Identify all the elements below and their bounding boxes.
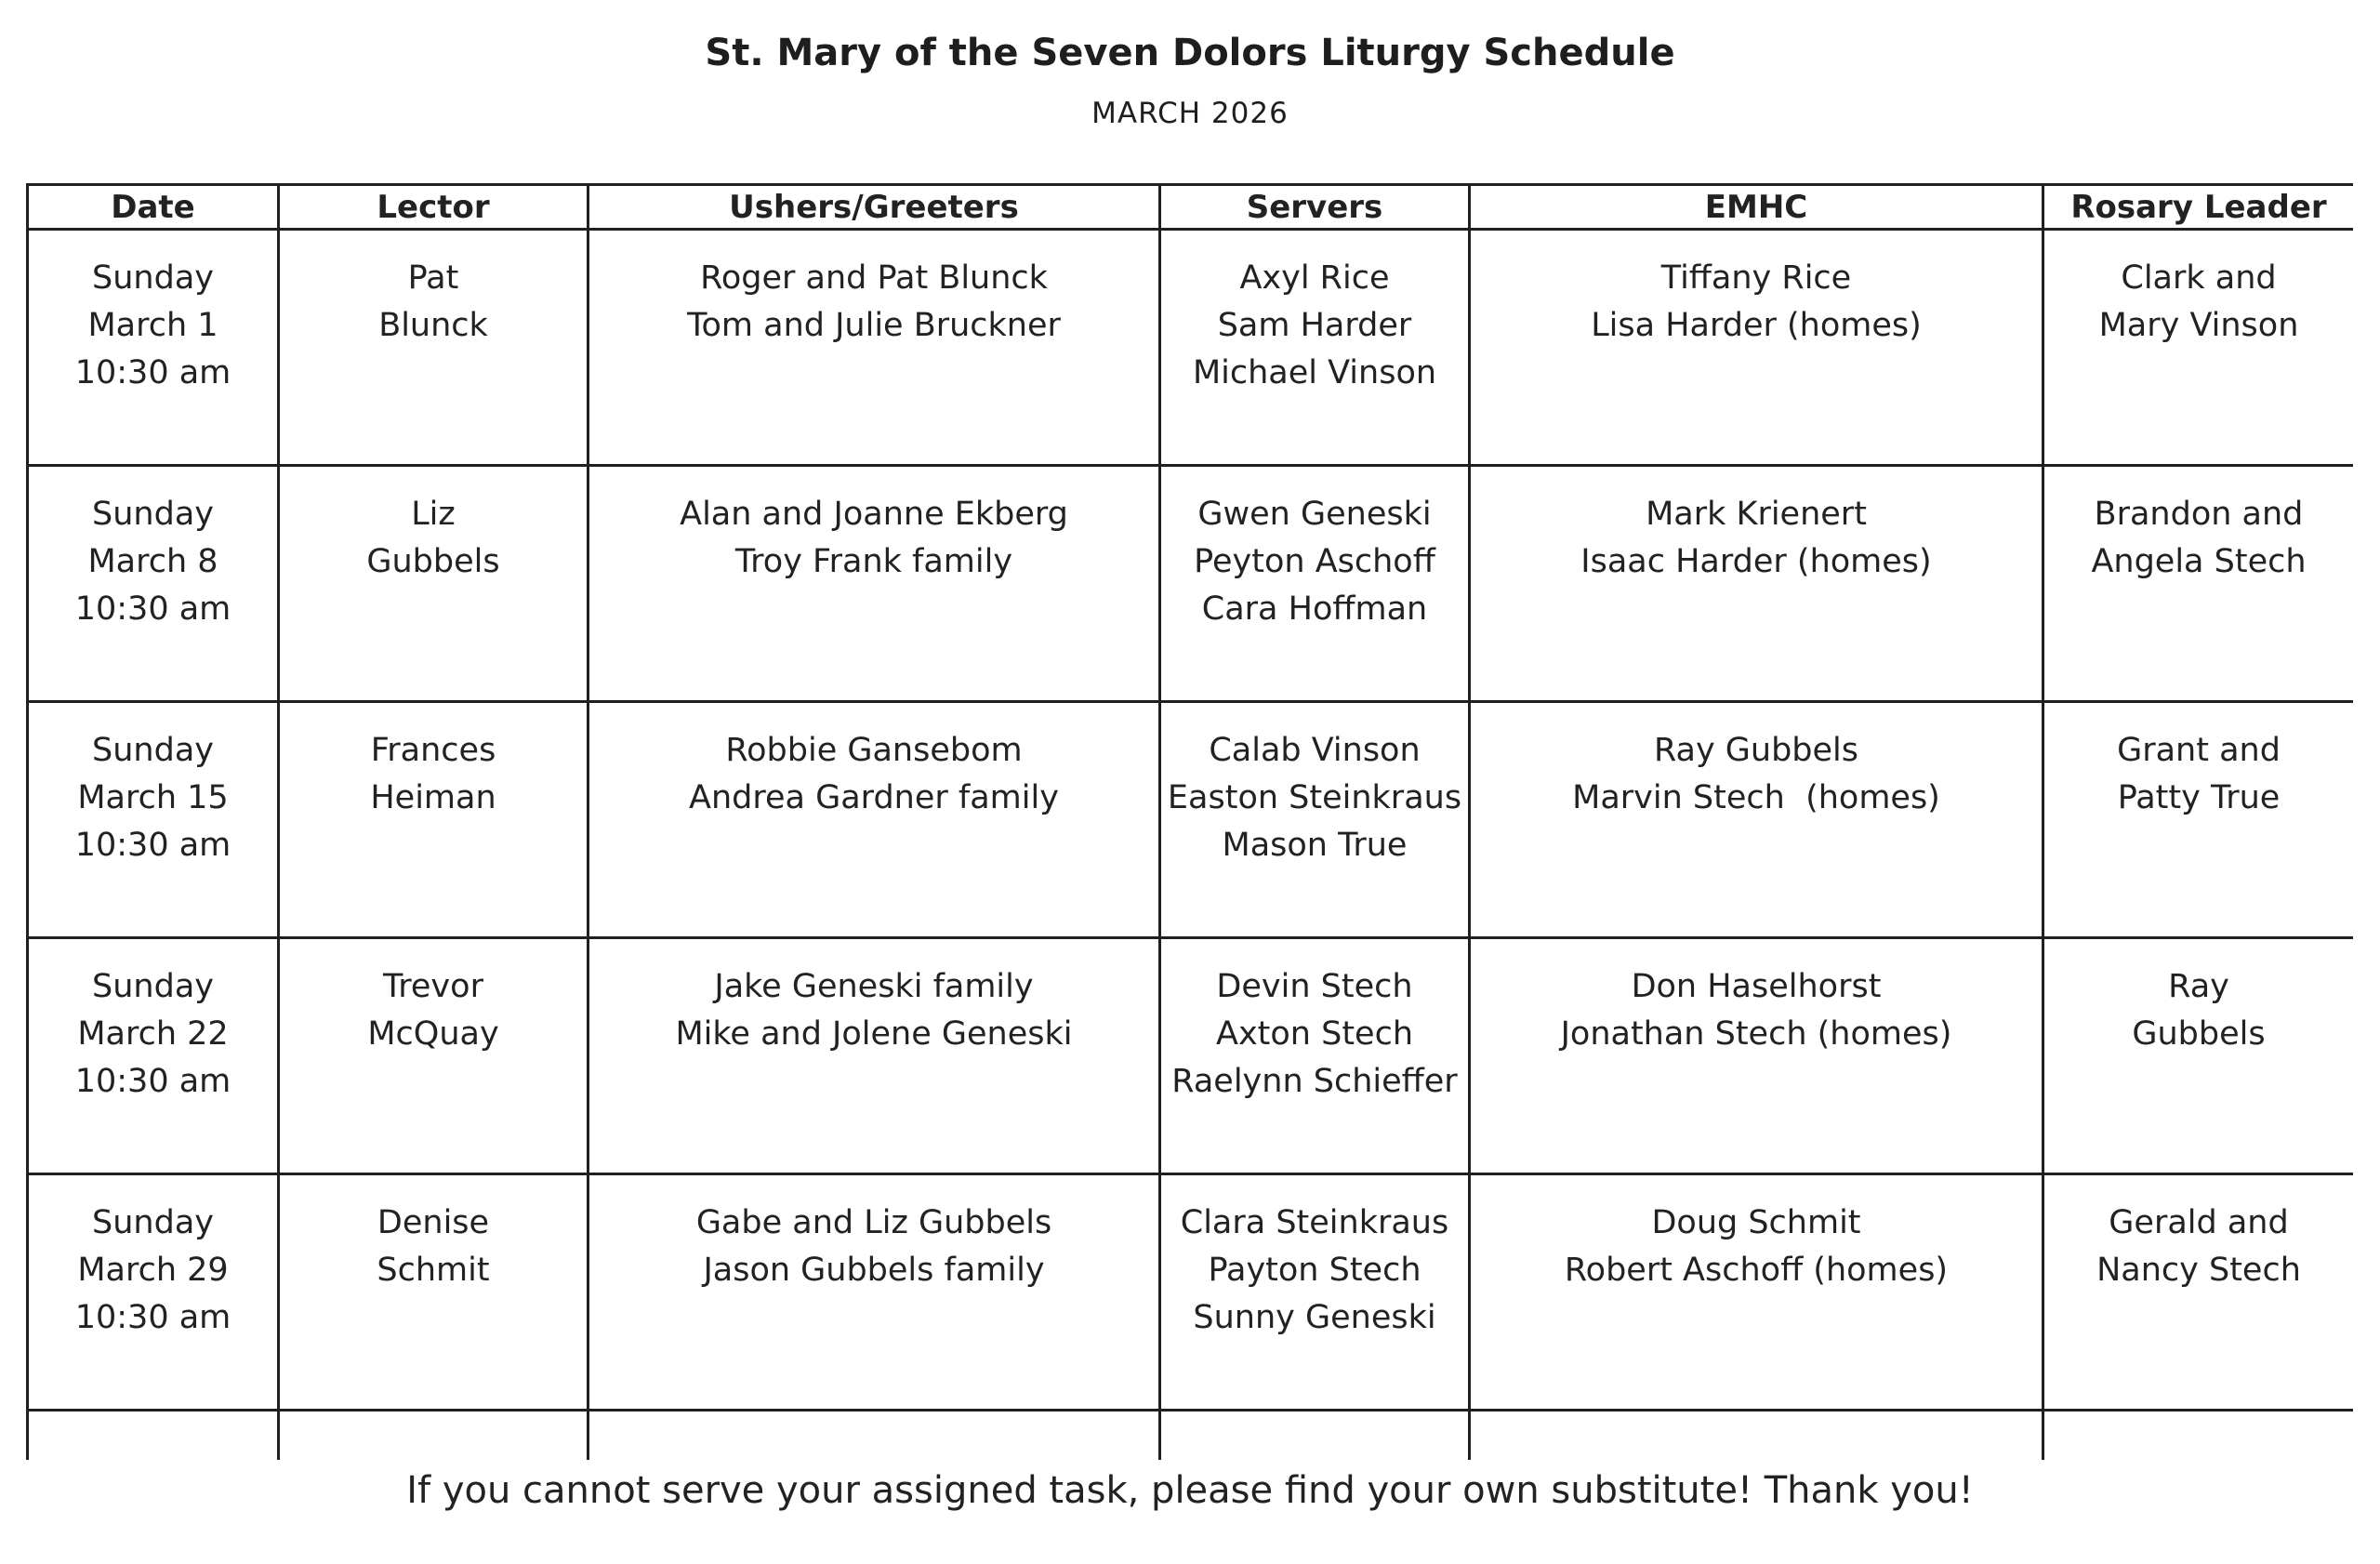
- cell-line: 10:30 am: [74, 1299, 231, 1336]
- cell-line: Ray Gubbels: [1653, 732, 1859, 769]
- cell-line: Tiffany Rice: [1660, 259, 1852, 297]
- cell-line: March 8: [87, 543, 218, 580]
- cell-rosary-leader: [2043, 938, 2354, 1174]
- cell-line: Mary Vinson: [2098, 307, 2299, 344]
- cell-lector: [279, 938, 588, 1174]
- column-header-servers: Servers: [1160, 185, 1470, 230]
- cell-date: [28, 466, 279, 702]
- column-header-date: Date: [28, 185, 279, 230]
- cell-line: Jake Geneski family: [714, 968, 1034, 1005]
- cell-ushers: [588, 230, 1160, 466]
- cell-line: Gwen Geneski: [1197, 496, 1432, 533]
- cell-line: March 22: [77, 1015, 229, 1053]
- cell-line: Ray: [2168, 968, 2229, 1005]
- cell-line: Jason Gubbels family: [703, 1252, 1045, 1289]
- cell-line: Cara Hoffman: [1201, 590, 1428, 628]
- cell-line: Trevor: [383, 968, 483, 1005]
- cell-line: Doug Schmit: [1651, 1204, 1861, 1241]
- cell-line: Sam Harder: [1217, 307, 1412, 344]
- cell-line: Sunday: [92, 496, 214, 533]
- footer-note: If you cannot serve your assigned task, please find your own substitute! Thank you!: [0, 1463, 2380, 1518]
- cell-line: Don Haselhorst: [1631, 968, 1882, 1005]
- cell-line: Jonathan Stech (homes): [1560, 1015, 1952, 1053]
- cell-line: Gubbels: [366, 543, 500, 580]
- cell-line: Heiman: [370, 779, 496, 816]
- cell-line: 10:30 am: [74, 827, 231, 864]
- table-header-row: [28, 185, 2354, 230]
- cell-line: Mason True: [1222, 827, 1408, 864]
- cell-line: Mark Krienert: [1646, 496, 1867, 533]
- cell-line: Calab Vinson: [1209, 732, 1421, 769]
- column-header-lector: Lector: [279, 185, 588, 230]
- cell-line: Gubbels: [2132, 1015, 2266, 1053]
- column-header-rosary-leader: Rosary Leader: [2043, 185, 2354, 230]
- cell-line: Andrea Gardner family: [689, 779, 1059, 816]
- cell-emhc: [1470, 938, 2043, 1174]
- schedule-table: [26, 183, 2353, 1460]
- cell-ushers: [588, 466, 1160, 702]
- cell-line: Raelynn Schieffer: [1171, 1063, 1458, 1100]
- cell-line: Roger and Pat Blunck: [700, 259, 1048, 297]
- cell-date: [28, 230, 279, 466]
- cell-ushers: [588, 1174, 1160, 1411]
- cell-line: Devin Stech: [1216, 968, 1413, 1005]
- empty-cell: [28, 1411, 279, 1461]
- cell-rosary-leader: [2043, 1174, 2354, 1411]
- cell-line: March 29: [77, 1252, 229, 1289]
- empty-cell: [1470, 1411, 2043, 1461]
- empty-cell: [2043, 1411, 2354, 1461]
- cell-emhc: [1470, 702, 2043, 938]
- cell-line: Liz: [411, 496, 456, 533]
- cell-line: Axyl Rice: [1239, 259, 1390, 297]
- cell-line: Peyton Aschoff: [1194, 543, 1435, 580]
- cell-lector: [279, 1174, 588, 1411]
- cell-emhc: [1470, 1174, 2043, 1411]
- cell-line: Nancy Stech: [2096, 1252, 2301, 1289]
- cell-rosary-leader: [2043, 702, 2354, 938]
- column-header-ushers: Ushers/Greeters: [588, 185, 1160, 230]
- cell-line: March 15: [77, 779, 229, 816]
- table-row: [28, 1174, 2354, 1411]
- cell-lector: [279, 466, 588, 702]
- page-subtitle: MARCH 2026: [1091, 97, 1289, 130]
- cell-line: Robbie Gansebom: [725, 732, 1023, 769]
- cell-line: Gabe and Liz Gubbels: [695, 1204, 1052, 1241]
- cell-lector: [279, 230, 588, 466]
- cell-date: [28, 1174, 279, 1411]
- cell-ushers: [588, 702, 1160, 938]
- cell-line: Blunck: [378, 307, 488, 344]
- cell-line: Marvin Stech (homes): [1572, 779, 1940, 816]
- cell-date: [28, 938, 279, 1174]
- cell-line: Sunday: [92, 259, 214, 297]
- cell-line: Pat: [407, 259, 459, 297]
- cell-line: 10:30 am: [74, 1063, 231, 1100]
- cell-lector: [279, 702, 588, 938]
- cell-ushers: [588, 938, 1160, 1174]
- cell-emhc: [1470, 230, 2043, 466]
- cell-line: Schmit: [377, 1252, 490, 1289]
- cell-emhc: [1470, 466, 2043, 702]
- cell-line: Clark and: [2121, 259, 2277, 297]
- cell-line: 10:30 am: [74, 354, 231, 391]
- cell-line: Troy Frank family: [734, 543, 1013, 580]
- cell-line: Payton Stech: [1208, 1252, 1421, 1289]
- cell-servers: [1160, 938, 1470, 1174]
- cell-line: Brandon and: [2094, 496, 2304, 533]
- cell-line: Gerald and: [2109, 1204, 2289, 1241]
- cell-line: Sunday: [92, 968, 214, 1005]
- cell-line: Mike and Jolene Geneski: [675, 1015, 1073, 1053]
- empty-cell: [279, 1411, 588, 1461]
- table-row-partial: [28, 1411, 2354, 1461]
- cell-line: Grant and: [2117, 732, 2281, 769]
- table-row: [28, 938, 2354, 1174]
- column-header-emhc: EMHC: [1470, 185, 2043, 230]
- cell-line: March 1: [87, 307, 218, 344]
- cell-line: Sunny Geneski: [1193, 1299, 1436, 1336]
- empty-cell: [588, 1411, 1160, 1461]
- cell-line: Patty True: [2117, 779, 2281, 816]
- cell-line: 10:30 am: [74, 590, 231, 628]
- cell-line: Lisa Harder (homes): [1591, 307, 1922, 344]
- empty-cell: [1160, 1411, 1470, 1461]
- cell-line: Michael Vinson: [1192, 354, 1437, 391]
- cell-servers: [1160, 702, 1470, 938]
- table-row: [28, 466, 2354, 702]
- cell-line: Robert Aschoff (homes): [1564, 1252, 1949, 1289]
- cell-servers: [1160, 466, 1470, 702]
- cell-line: Isaac Harder (homes): [1580, 543, 1932, 580]
- cell-line: Sunday: [92, 732, 214, 769]
- cell-line: Sunday: [92, 1204, 214, 1241]
- page-title: St. Mary of the Seven Dolors Liturgy Schedule: [705, 32, 1675, 74]
- cell-rosary-leader: [2043, 466, 2354, 702]
- cell-line: McQuay: [367, 1015, 499, 1053]
- cell-line: Easton Steinkraus: [1167, 779, 1462, 816]
- cell-date: [28, 702, 279, 938]
- cell-line: Tom and Julie Bruckner: [687, 307, 1061, 344]
- cell-line: Clara Steinkraus: [1180, 1204, 1449, 1241]
- table-row: [28, 230, 2354, 466]
- cell-line: Axton Stech: [1216, 1015, 1413, 1053]
- cell-line: Angela Stech: [2091, 543, 2307, 580]
- schedule-frame: [26, 183, 2353, 1460]
- cell-rosary-leader: [2043, 230, 2354, 466]
- table-row: [28, 702, 2354, 938]
- cell-line: Frances: [370, 732, 496, 769]
- cell-line: Denise: [377, 1204, 490, 1241]
- cell-servers: [1160, 230, 1470, 466]
- cell-line: Alan and Joanne Ekberg: [680, 496, 1068, 533]
- cell-servers: [1160, 1174, 1470, 1411]
